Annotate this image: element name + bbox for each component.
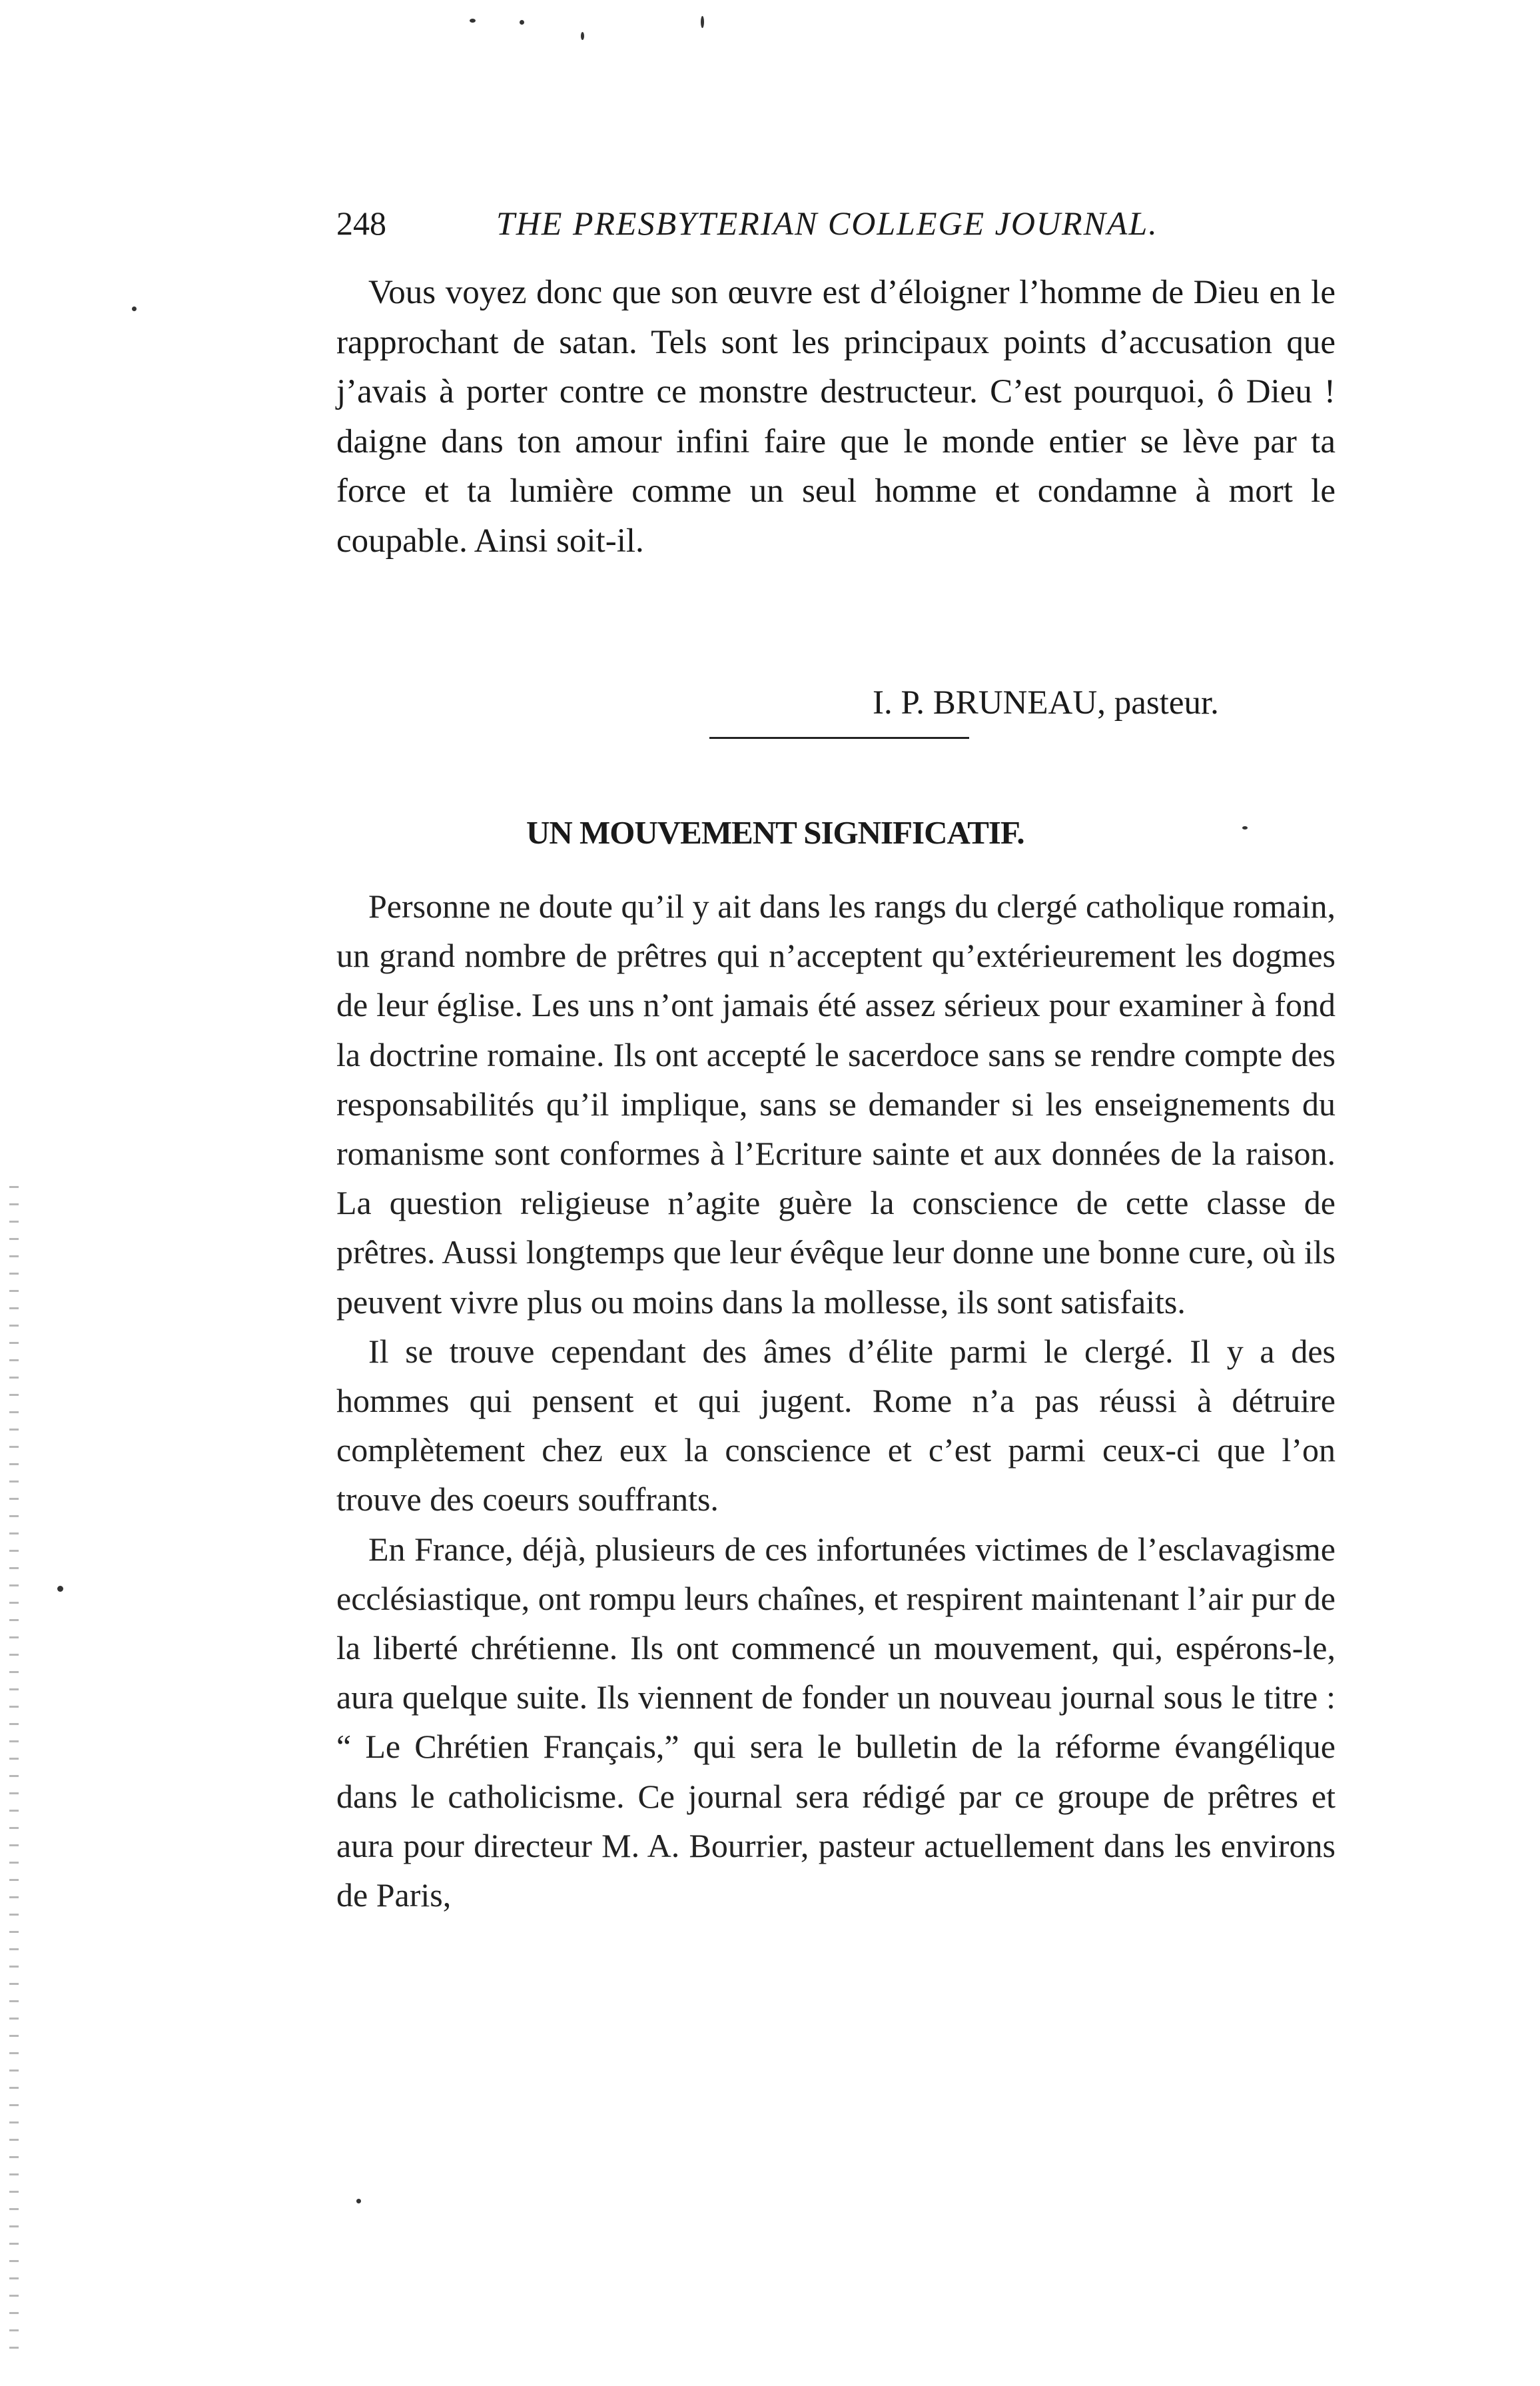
article-paragraph-2: Il se trouve cependant des âmes d’élite parmi le clergé. Il y a des hommes qui pensent et qui jugent. Rome n’a pas réussi à détruire complètement chez eux la conscience et c’est parmi ceux-ci que l’on trouve des coeurs souffrants. — [336, 1332, 1336, 1518]
scan-margin-noise — [9, 1186, 19, 2352]
running-title: THE PRESBYTERIAN COLLEGE JOURNAL. — [496, 205, 1158, 242]
article-paragraph-1: Personne ne doute qu’il y ait dans les rangs du clergé catholique romain, un grand nombre de prêtres qui n’acceptent qu’extérieurement les dogmes de leur église. Les uns n’ont jamais été assez sérieux pour examiner à fond la doctrine romaine. Ils ont accepté le sacerdoce sans se rendre compte des responsabilités qu’il implique, sans se demander si les enseignements du romanisme sont conformes à l’Ecriture sainte et aux données de la raison. La question religieuse n’agite guère la conscience de cette classe de prêtres. Aussi longtemps que leur évêque leur donne une bonne cure, où ils peuvent vivre plus ou moins dans la mollesse, ils sont satisfaits. — [336, 888, 1336, 1321]
intro-text-block — [336, 268, 1336, 566]
scan-speck — [57, 1586, 63, 1592]
scan-speck — [1242, 826, 1248, 830]
scan-speck — [701, 16, 704, 28]
scan-speck — [132, 306, 137, 311]
article-title: UN MOUVEMENT SIGNIFICATIF. — [526, 814, 1024, 851]
scan-speck — [581, 32, 584, 40]
article-body — [336, 882, 1336, 1920]
page-header — [336, 200, 1375, 247]
page-number: 248 — [336, 205, 386, 242]
scan-speck — [470, 19, 476, 23]
author-signature: I. P. BRUNEAU, pasteur. — [873, 684, 1219, 722]
scan-speck — [356, 2199, 361, 2203]
scan-speck — [520, 20, 524, 25]
section-divider — [709, 737, 969, 739]
article-paragraph-3: En France, déjà, plusieurs de ces infortunées victimes de l’esclavagisme ecclésiastique, ont rompu leurs chaînes, et respirent maintenant l’air pur de la liberté chrétienne. Ils ont commencé un mouvement, qui, espérons-le, aura quelque suite. Ils viennent de fonder un nouveau journal sous le titre : “ Le Chrétien Français,” qui sera le bulletin de la réforme évangélique dans le catholicisme. Ce journal sera rédigé par ce groupe de prêtres et aura pour directeur M. A. Bourrier, pasteur actuellement dans les environs de Paris, — [336, 1530, 1336, 1914]
intro-paragraph: Vous voyez donc que son œuvre est d’éloigner l’homme de Dieu en le rapprochant de satan. Tels sont les principaux points d’accusation que j’avais à porter contre ce monstre destructeur. C’est pourquoi, ô Dieu ! daigne dans ton amour infini faire que le monde entier se lève par ta force et ta lumière comme un seul homme et condamne à mort le coupable. Ainsi soit-il. — [336, 274, 1336, 560]
